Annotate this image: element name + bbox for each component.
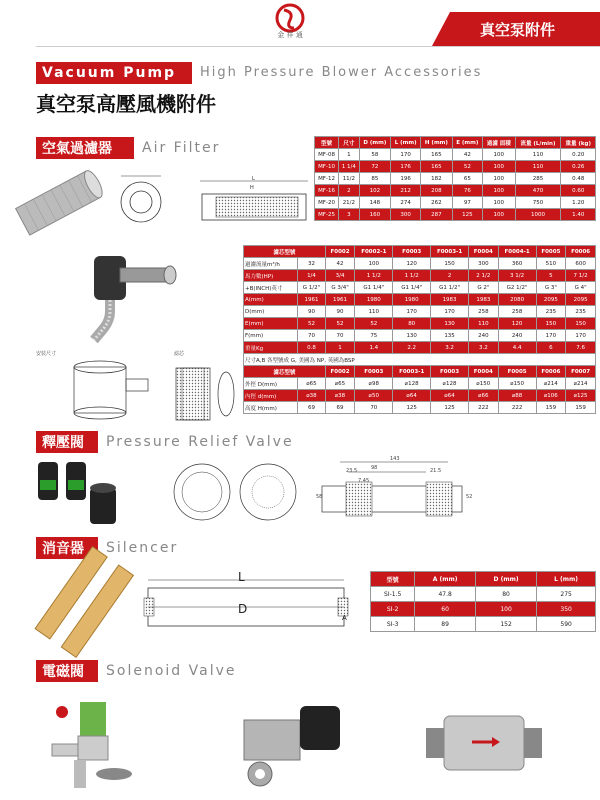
- ft-cell: 0.8: [298, 342, 325, 354]
- mf-row: [315, 197, 596, 209]
- mf-cell: 21/2: [339, 197, 360, 209]
- ft-cell: 3 1/2: [498, 270, 536, 282]
- ft-cell: 130: [431, 318, 469, 330]
- ft-header-cell: F0003-1: [431, 246, 469, 258]
- ft-cell: 360: [498, 258, 536, 270]
- ft-cell: 過濾流量m³/h: [244, 258, 298, 270]
- mf-spec-table: [314, 136, 596, 221]
- relief-dim-23-5: 23.5: [346, 468, 358, 474]
- relief-dim-21-5: 21.5: [430, 468, 442, 474]
- ft-cell: 4.4: [498, 342, 536, 354]
- si-cell: 60: [415, 602, 476, 617]
- si-row: [371, 602, 596, 617]
- mf-cell: MF-25: [315, 209, 339, 221]
- ft-cell2: ⌀214: [536, 378, 566, 390]
- ft-row: [244, 294, 596, 306]
- mf-cell: 100: [483, 197, 516, 209]
- ft-cell: 90: [325, 306, 355, 318]
- si-cell: 89: [415, 617, 476, 632]
- ft-header-cell: F0004-1: [498, 246, 536, 258]
- ft-cell2: 高度 H(mm): [244, 402, 298, 414]
- mf-header-cell: L (mm): [391, 137, 421, 149]
- ft-cell: 235: [536, 306, 566, 318]
- ft-cell: 1983: [469, 294, 499, 306]
- ft-cell: 130: [393, 330, 431, 342]
- silencer-dim-A: A: [342, 614, 347, 622]
- section-silencer-en: Silencer: [106, 540, 179, 556]
- ft-cell2: 159: [536, 402, 566, 414]
- mf-cell: 100: [483, 161, 516, 173]
- section-solenoid-zh: 電磁閥: [36, 660, 98, 682]
- mf-cell: 3: [339, 209, 360, 221]
- ft-cell: 510: [536, 258, 566, 270]
- drawing-caption-2: 滤芯: [174, 351, 185, 357]
- ft-cell: 2: [431, 270, 469, 282]
- ft-cell2: ⌀38: [325, 390, 355, 402]
- mf-cell: 165: [421, 161, 452, 173]
- ft-row: [244, 270, 596, 282]
- ft-header2-cell: 濾芯型號: [244, 366, 326, 378]
- ft-header2-cell: F0002: [325, 366, 355, 378]
- drawing-caption-1: 安装尺寸: [36, 351, 57, 357]
- si-cell: SI-1.5: [371, 587, 415, 602]
- ft-header-cell: F0005: [536, 246, 566, 258]
- mf-cell: 148: [359, 197, 390, 209]
- ft-note: 尺寸A,B 各型號成 G, 美國為 NP, 英國為BSP: [244, 354, 596, 366]
- filter-cartridge-table: [243, 245, 596, 414]
- ft-header-cell: 濾芯型號: [244, 246, 326, 258]
- ft-cell: G 4": [566, 282, 596, 294]
- mf-cell: 102: [359, 185, 390, 197]
- ft-cell: 600: [566, 258, 596, 270]
- mf-cell: 110: [515, 149, 561, 161]
- mf-row: [315, 209, 596, 221]
- ft-cell2: ⌀65: [298, 378, 325, 390]
- ft-cell: 5: [536, 270, 566, 282]
- ft-row2: [244, 378, 596, 390]
- ft-cell: A(mm): [244, 294, 298, 306]
- mf-row: [315, 149, 596, 161]
- ft-row: [244, 258, 596, 270]
- ft-header2-cell: F0003-1: [393, 366, 431, 378]
- silencer-dim-D: D: [238, 602, 248, 616]
- ft-cell: G1 1/4": [355, 282, 393, 294]
- ft-cell: 240: [498, 330, 536, 342]
- relief-dim-58: 58: [316, 494, 323, 500]
- mf-cell: 287: [421, 209, 452, 221]
- ft-cell2: ⌀88: [498, 390, 536, 402]
- si-cell: 350: [537, 602, 596, 617]
- ft-cell: 150: [431, 258, 469, 270]
- ft-row: [244, 330, 596, 342]
- filter-housing-photo: [80, 248, 190, 348]
- ft-cell: 52: [298, 318, 325, 330]
- ft-cell2: 222: [498, 402, 536, 414]
- ft-cell: 6: [536, 342, 566, 354]
- mf-cell: 85: [359, 173, 390, 185]
- mf-cell: 100: [483, 209, 516, 221]
- ft-cell: 258: [498, 306, 536, 318]
- si-cell: 100: [475, 602, 536, 617]
- ft-header-cell: F0004: [469, 246, 499, 258]
- ft-cell: F(mm): [244, 330, 298, 342]
- ft-header-cell: F0003: [393, 246, 431, 258]
- ft-cell: G1 1/2": [431, 282, 469, 294]
- si-cell: 47.8: [415, 587, 476, 602]
- ft-header2-cell: F0003: [431, 366, 469, 378]
- ft-cell2: 外徑 D(mm): [244, 378, 298, 390]
- svg-text:L: L: [252, 176, 255, 182]
- si-header-cell: D (mm): [475, 572, 536, 587]
- ft-cell: 2.2: [393, 342, 431, 354]
- housing-drawing: [60, 355, 160, 425]
- si-header-cell: 型號: [371, 572, 415, 587]
- top-tab: 真空泵附件: [460, 12, 600, 46]
- ft-cell2: ⌀150: [498, 378, 536, 390]
- ft-cell2: 222: [469, 402, 499, 414]
- mf-cell: 125: [452, 209, 482, 221]
- ft-cell: D(mm): [244, 306, 298, 318]
- ft-cell: 1980: [355, 294, 393, 306]
- ft-cell: 170: [431, 306, 469, 318]
- cartridge-drawing: [170, 358, 240, 428]
- ft-cell: 170: [393, 306, 431, 318]
- solenoid-valve-photo-2: [224, 700, 354, 794]
- mf-header-cell: 流量 (L/min): [515, 137, 561, 149]
- mf-header-cell: 重量 (kg): [561, 137, 596, 149]
- ft-cell: 120: [393, 258, 431, 270]
- ft-cell: 235: [566, 306, 596, 318]
- ft-cell: 150: [566, 318, 596, 330]
- ft-cell: 170: [536, 330, 566, 342]
- ft-cell: 馬力數(HP): [244, 270, 298, 282]
- ft-cell: 7 1/2: [566, 270, 596, 282]
- relief-dim-7-45: 7.45: [358, 478, 370, 484]
- ft-cell: 110: [355, 306, 393, 318]
- ft-cell2: ⌀66: [469, 390, 499, 402]
- ft-row: [244, 282, 596, 294]
- mf-cell: 0.60: [561, 185, 596, 197]
- ft-cell2: ⌀214: [566, 378, 596, 390]
- ft-cell: 1: [325, 342, 355, 354]
- top-tab-accent: [432, 12, 462, 46]
- mf-cell: 196: [391, 173, 421, 185]
- mf-cell: MF-08: [315, 149, 339, 161]
- relief-dim-98: 98: [371, 465, 378, 471]
- ft-row2: [244, 390, 596, 402]
- si-row: [371, 617, 596, 632]
- ft-header-cell: F0002-1: [355, 246, 393, 258]
- si-cell: SI-2: [371, 602, 415, 617]
- mf-cell: 1.20: [561, 197, 596, 209]
- ft-cell: G2 1/2": [498, 282, 536, 294]
- ft-cell: G 3/4": [325, 282, 355, 294]
- ft-cell: 1.4: [355, 342, 393, 354]
- mf-cell: 58: [359, 149, 390, 161]
- ft-cell: 重量Kg: [244, 342, 298, 354]
- mf-cell: 76: [452, 185, 482, 197]
- solenoid-valve-photo-3: [420, 702, 548, 782]
- solenoid-valve-photo-1: [44, 688, 144, 792]
- ft-cell: 1983: [431, 294, 469, 306]
- mf-cell: 1: [339, 149, 360, 161]
- ft-cell: 110: [469, 318, 499, 330]
- ft-cell: +B(INCH)英寸: [244, 282, 298, 294]
- ft-cell2: 70: [355, 402, 393, 414]
- mf-row: [315, 161, 596, 173]
- si-cell: SI-3: [371, 617, 415, 632]
- ft-cell2: ⌀106: [536, 390, 566, 402]
- mf-cell: MF-12: [315, 173, 339, 185]
- ft-cell: E(mm): [244, 318, 298, 330]
- mf-cell: 0.48: [561, 173, 596, 185]
- ft-cell: G 3": [536, 282, 566, 294]
- section-solenoid-en: Solenoid Valve: [106, 663, 237, 679]
- mf-cell: 165: [421, 149, 452, 161]
- mf-cell: 160: [359, 209, 390, 221]
- mf-cell: 0.20: [561, 149, 596, 161]
- mf-cell: 97: [452, 197, 482, 209]
- ft-cell: 2080: [498, 294, 536, 306]
- ft-cell: G 1/2": [298, 282, 325, 294]
- ft-cell: 90: [298, 306, 325, 318]
- ft-cell: 52: [355, 318, 393, 330]
- mf-cell: 285: [515, 173, 561, 185]
- ft-cell2: ⌀98: [355, 378, 393, 390]
- air-filter-side-drawing: [200, 178, 310, 228]
- ft-cell2: ⌀128: [393, 378, 431, 390]
- ft-cell: 2095: [536, 294, 566, 306]
- ft-header2-cell: F0004: [469, 366, 499, 378]
- section-relief-en: Pressure Relief Valve: [106, 434, 294, 450]
- mf-header-cell: H (mm): [421, 137, 452, 149]
- section-silencer-zh: 消音器: [36, 537, 98, 559]
- ft-cell: 3/4: [325, 270, 355, 282]
- ft-row: [244, 306, 596, 318]
- mf-cell: 182: [421, 173, 452, 185]
- ft-cell2: ⌀64: [393, 390, 431, 402]
- ft-cell2: 125: [431, 402, 469, 414]
- mf-header-cell: 型號: [315, 137, 339, 149]
- ft-cell: 1 1/2: [393, 270, 431, 282]
- ft-cell: 120: [498, 318, 536, 330]
- ft-cell2: ⌀38: [298, 390, 325, 402]
- ft-cell2: 69: [325, 402, 355, 414]
- mf-header-cell: 尺寸: [339, 137, 360, 149]
- mf-cell: 176: [391, 161, 421, 173]
- ft-cell: 70: [325, 330, 355, 342]
- ft-cell2: ⌀64: [431, 390, 469, 402]
- ft-cell2: ⌀50: [355, 390, 393, 402]
- ft-cell2: ⌀65: [325, 378, 355, 390]
- ft-cell2: 69: [298, 402, 325, 414]
- ft-cell2: ⌀150: [469, 378, 499, 390]
- mf-cell: 1.40: [561, 209, 596, 221]
- ft-cell: 70: [298, 330, 325, 342]
- relief-valve-front-drawing: [172, 462, 302, 524]
- ft-cell: 32: [298, 258, 325, 270]
- ft-cell: 300: [469, 258, 499, 270]
- mf-cell: 470: [515, 185, 561, 197]
- mf-cell: 262: [421, 197, 452, 209]
- mf-cell: 0.26: [561, 161, 596, 173]
- ft-cell: 42: [325, 258, 355, 270]
- mf-row: [315, 173, 596, 185]
- ft-cell: 2 1/2: [469, 270, 499, 282]
- ft-cell: 1/4: [298, 270, 325, 282]
- mf-cell: 72: [359, 161, 390, 173]
- mf-cell: 300: [391, 209, 421, 221]
- hero-red-label: Vacuum Pump: [36, 62, 192, 84]
- ft-cell: 75: [355, 330, 393, 342]
- relief-valve-side-drawing: [312, 456, 472, 532]
- ft-header-cell: F0006: [566, 246, 596, 258]
- ft-cell: 150: [536, 318, 566, 330]
- ft-header2-cell: F0005: [498, 366, 536, 378]
- mf-cell: 274: [391, 197, 421, 209]
- section-air-filter-en: Air Filter: [142, 140, 221, 156]
- relief-dim-52: 52: [466, 494, 473, 500]
- silencer-dim-L: L: [238, 570, 245, 584]
- si-header-cell: A (mm): [415, 572, 476, 587]
- mf-cell: 1000: [515, 209, 561, 221]
- header-rule: [36, 46, 600, 47]
- mf-cell: 1 1/4: [339, 161, 360, 173]
- ft-cell: 1961: [298, 294, 325, 306]
- mf-cell: 170: [391, 149, 421, 161]
- section-air-filter-zh: 空氣過濾器: [36, 137, 134, 159]
- logo-text: 金 祥 通: [277, 31, 303, 39]
- mf-cell: MF-10: [315, 161, 339, 173]
- ft-cell: 258: [469, 306, 499, 318]
- silencer-spec-table: [370, 571, 596, 632]
- mf-header-cell: E (mm): [452, 137, 482, 149]
- ft-cell: 135: [431, 330, 469, 342]
- ft-cell: 240: [469, 330, 499, 342]
- si-row: [371, 587, 596, 602]
- mf-cell: 110: [515, 161, 561, 173]
- relief-dim-143: 143: [390, 456, 400, 462]
- ft-cell: 3.2: [469, 342, 499, 354]
- mf-cell: 52: [452, 161, 482, 173]
- ft-cell2: 159: [566, 402, 596, 414]
- page-title: 真空泵高壓風機附件: [36, 92, 216, 116]
- ft-cell: 170: [566, 330, 596, 342]
- ft-cell: 100: [355, 258, 393, 270]
- ft-cell: 1 1/2: [355, 270, 393, 282]
- ft-row2: [244, 402, 596, 414]
- mf-cell: 212: [391, 185, 421, 197]
- mf-cell: MF-16: [315, 185, 339, 197]
- air-filter-front-drawing: [116, 172, 166, 228]
- mf-cell: 100: [483, 149, 516, 161]
- si-cell: 590: [537, 617, 596, 632]
- mf-cell: 100: [483, 173, 516, 185]
- ft-cell2: 內徑 d(mm): [244, 390, 298, 402]
- si-cell: 80: [475, 587, 536, 602]
- air-filter-photo: [8, 168, 108, 238]
- ft-cell: 3.2: [431, 342, 469, 354]
- mf-cell: 42: [452, 149, 482, 161]
- ft-header2-cell: F0007: [566, 366, 596, 378]
- hero-grey-label: High Pressure Blower Accessories: [200, 65, 483, 80]
- silencer-photo: [40, 562, 140, 650]
- mf-cell: 65: [452, 173, 482, 185]
- ft-cell: 2095: [566, 294, 596, 306]
- mf-cell: 208: [421, 185, 452, 197]
- svg-text:H: H: [250, 185, 254, 191]
- mf-cell: 750: [515, 197, 561, 209]
- ft-cell: 1961: [325, 294, 355, 306]
- section-relief-zh: 釋壓閥: [36, 431, 98, 453]
- mf-cell: 100: [483, 185, 516, 197]
- ft-row: [244, 318, 596, 330]
- mf-cell: MF-20: [315, 197, 339, 209]
- ft-cell: 52: [325, 318, 355, 330]
- ft-header2-cell: F0003: [355, 366, 393, 378]
- mf-row: [315, 185, 596, 197]
- ft-cell2: ⌀125: [566, 390, 596, 402]
- ft-row: [244, 342, 596, 354]
- ft-cell: G 2": [469, 282, 499, 294]
- ft-cell: 7.6: [566, 342, 596, 354]
- ft-cell: 80: [393, 318, 431, 330]
- mf-header-cell: D (mm): [359, 137, 390, 149]
- ft-cell: G1 1/4": [393, 282, 431, 294]
- mf-cell: 11/2: [339, 173, 360, 185]
- si-cell: 152: [475, 617, 536, 632]
- si-cell: 275: [537, 587, 596, 602]
- ft-cell2: 125: [393, 402, 431, 414]
- ft-cell: 1980: [393, 294, 431, 306]
- relief-valve-photo: [30, 458, 142, 530]
- ft-header-cell: F0002: [325, 246, 355, 258]
- mf-header-cell: 過濾 面積: [483, 137, 516, 149]
- si-header-cell: L (mm): [537, 572, 596, 587]
- ft-cell2: ⌀128: [431, 378, 469, 390]
- mf-cell: 2: [339, 185, 360, 197]
- ft-header2-cell: F0006: [536, 366, 566, 378]
